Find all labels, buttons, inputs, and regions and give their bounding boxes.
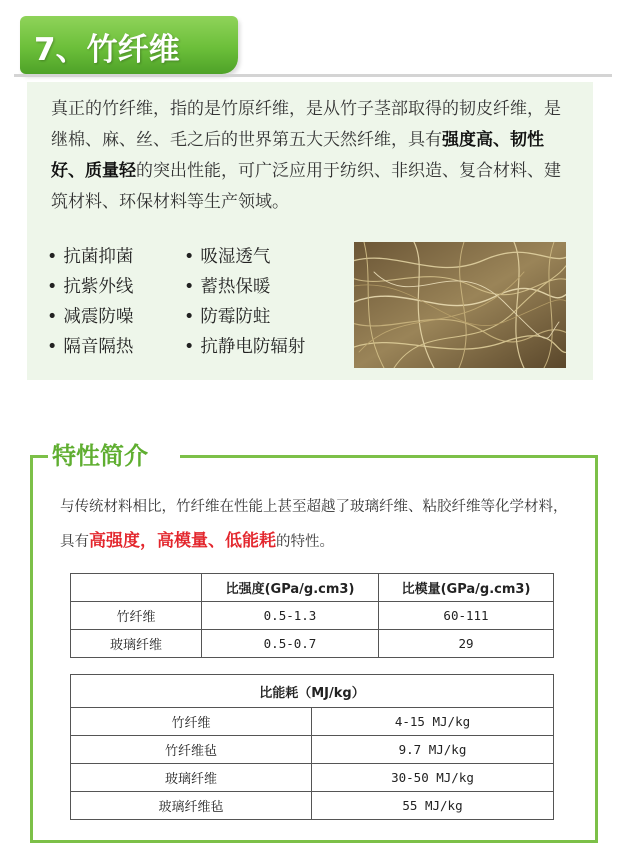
table-row bbox=[71, 602, 554, 630]
section-intro-after: 的特性。 bbox=[276, 534, 334, 550]
intro-paragraph bbox=[51, 94, 577, 218]
table-cell: 29 bbox=[379, 630, 554, 658]
feature-item: • 蓄热保暖 bbox=[184, 272, 305, 302]
table-cell: 玻璃纤维 bbox=[71, 630, 202, 658]
feature-item: • 减震防噪 bbox=[47, 302, 133, 332]
feature-frame-top-right bbox=[180, 455, 598, 458]
page-title: 7、竹纤维 bbox=[34, 32, 180, 68]
table-cell: 竹纤维毡 bbox=[71, 736, 312, 764]
table-cell: 竹纤维 bbox=[71, 602, 202, 630]
section-intro-before: 与传统材料相比，竹纤维在性能上甚至超越了玻璃纤维、粘胶纤维等化学材料，具有 bbox=[60, 499, 568, 550]
intro-text-after: 的突出性能，可广泛应用于纺织、非织造、复合材料、建筑材料、环保材料等生产领域。 bbox=[51, 161, 561, 212]
table-header-row bbox=[71, 675, 554, 708]
intro-panel bbox=[27, 82, 593, 380]
table-cell: 55 MJ/kg bbox=[312, 792, 554, 820]
table-cell: 0.5-0.7 bbox=[202, 630, 379, 658]
table-cell: 60-111 bbox=[379, 602, 554, 630]
table-header-cell: 比能耗（MJ/kg） bbox=[71, 675, 554, 708]
table-cell: 9.7 MJ/kg bbox=[312, 736, 554, 764]
title-divider bbox=[14, 74, 612, 77]
title-tab bbox=[20, 16, 238, 74]
table-cell: 竹纤维 bbox=[71, 708, 312, 736]
feature-list-left bbox=[47, 242, 133, 362]
feature-item: • 抗菌抑菌 bbox=[47, 242, 133, 272]
table-header-cell: 比强度(GPa/g.cm3) bbox=[202, 574, 379, 602]
section-intro-highlight: 高强度，高模量、低能耗 bbox=[89, 531, 276, 551]
table-row bbox=[71, 792, 554, 820]
table-cell: 玻璃纤维毡 bbox=[71, 792, 312, 820]
table-cell: 玻璃纤维 bbox=[71, 764, 312, 792]
bamboo-fiber-photo bbox=[354, 242, 566, 368]
table-row bbox=[71, 764, 554, 792]
intro-text-bold: 强度高、韧性好、质量轻 bbox=[51, 130, 544, 181]
feature-item: • 抗静电防辐射 bbox=[184, 332, 305, 362]
table-header-cell: 比模量(GPa/g.cm3) bbox=[379, 574, 554, 602]
table-cell: 4-15 MJ/kg bbox=[312, 708, 554, 736]
table-header-cell bbox=[71, 574, 202, 602]
feature-item: • 防霉防蛀 bbox=[184, 302, 305, 332]
feature-list-right bbox=[184, 242, 305, 362]
feature-item: • 隔音隔热 bbox=[47, 332, 133, 362]
section-title: 特性简介 bbox=[52, 442, 148, 470]
feature-frame-top-left bbox=[30, 455, 48, 458]
energy-consumption-table bbox=[70, 674, 554, 820]
feature-item: • 吸湿透气 bbox=[184, 242, 305, 272]
table-row bbox=[71, 630, 554, 658]
table-row bbox=[71, 736, 554, 764]
table-header-row bbox=[71, 574, 554, 602]
section-intro bbox=[60, 490, 580, 559]
intro-text-before: 真正的竹纤维，指的是竹原纤维，是从竹子茎部取得的韧皮纤维，是继棉、麻、丝、毛之后的世界第五大天然纤维，具有 bbox=[51, 99, 561, 150]
strength-modulus-table bbox=[70, 573, 554, 658]
feature-item: • 抗紫外线 bbox=[47, 272, 133, 302]
table-cell: 30-50 MJ/kg bbox=[312, 764, 554, 792]
table-row bbox=[71, 708, 554, 736]
table-cell: 0.5-1.3 bbox=[202, 602, 379, 630]
